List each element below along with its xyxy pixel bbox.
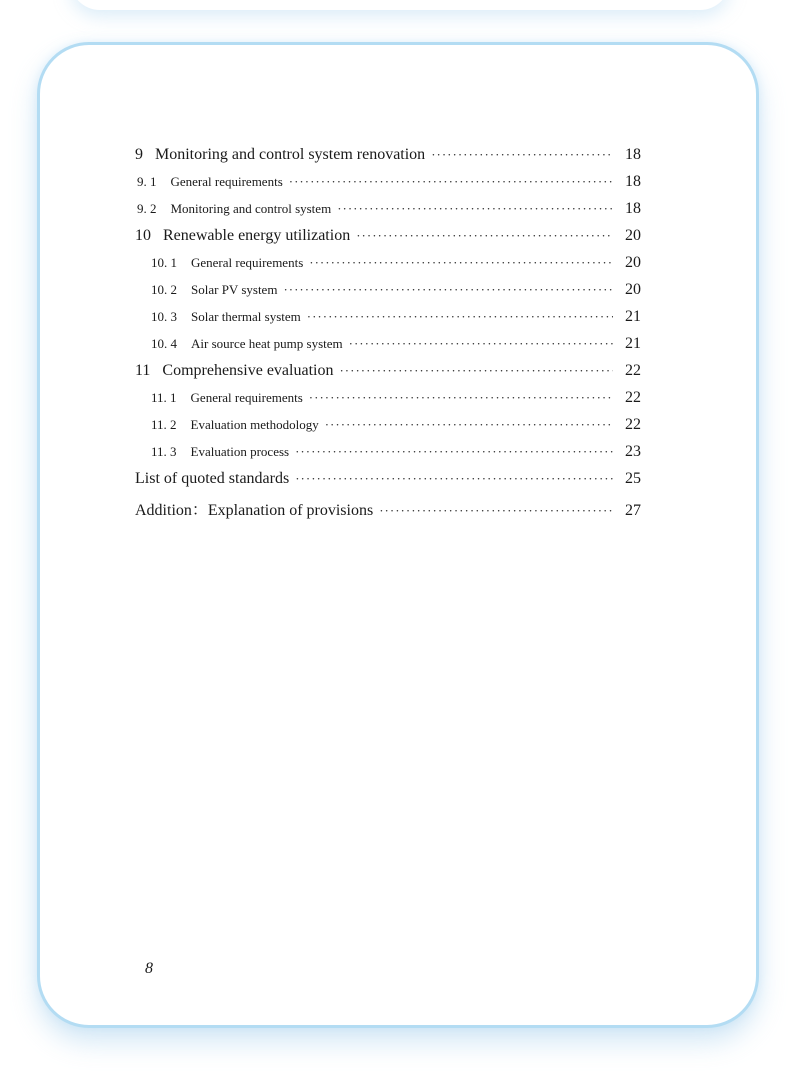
toc-entry-title: Evaluation methodology <box>190 417 319 432</box>
dot-leader <box>289 174 613 190</box>
dot-leader <box>349 336 613 352</box>
toc-entry-section-10-4[interactable] <box>135 335 641 362</box>
dot-leader <box>307 309 613 325</box>
toc-entry-title: List of quoted standards <box>135 470 290 487</box>
page-number: 8 <box>145 960 153 977</box>
toc-entry-section-10-1[interactable] <box>135 254 641 281</box>
toc-entry-number: 9. 2 <box>137 201 157 216</box>
toc-entry-number: 10 <box>135 227 151 244</box>
toc-entry-section-10-3[interactable] <box>135 308 641 335</box>
dot-leader <box>431 147 613 163</box>
toc-entry-section-10-2[interactable] <box>135 281 641 308</box>
toc-entry-title: Solar thermal system <box>191 309 301 324</box>
toc-entry-number: 9. 1 <box>137 174 157 189</box>
toc-entry-page: 18 <box>625 200 641 217</box>
toc-entry-section-9-2[interactable] <box>135 200 641 227</box>
toc-entry-title: Air source heat pump system <box>191 336 343 351</box>
dot-leader <box>295 444 613 460</box>
toc-entry-chapter-10[interactable] <box>135 227 641 254</box>
dot-leader <box>309 390 613 406</box>
toc-entry-page: 20 <box>625 227 641 244</box>
toc-entry-chapter-9[interactable] <box>135 146 641 173</box>
toc-entry-number: 10. 1 <box>151 255 177 270</box>
toc-entry-page: 21 <box>625 308 641 325</box>
toc-entry-title: Addition：Explanation of provisions <box>135 502 374 519</box>
toc-entry-section-11-2[interactable] <box>135 416 641 443</box>
toc-entry-title: Evaluation process <box>190 444 290 459</box>
toc-entry-section-11-1[interactable] <box>135 389 641 416</box>
toc-entry-section-9-1[interactable] <box>135 173 641 200</box>
dot-leader <box>379 503 613 519</box>
toc-entry-title: Renewable energy utilization <box>163 227 351 244</box>
dot-leader <box>356 228 613 244</box>
dot-leader <box>337 201 613 217</box>
toc-entry-page: 18 <box>625 146 641 163</box>
dot-leader <box>339 363 613 379</box>
toc-entry-page: 27 <box>625 502 641 519</box>
toc-entry-explanation-of-provisions[interactable] <box>135 497 641 524</box>
toc-entry-chapter-11[interactable] <box>135 362 641 389</box>
previous-page-edge <box>70 0 730 10</box>
toc-entry-page: 22 <box>625 416 641 433</box>
toc-entry-page: 22 <box>625 362 641 379</box>
toc-entry-number: 9 <box>135 146 143 163</box>
toc-entry-page: 20 <box>625 254 641 271</box>
toc-entry-section-11-3[interactable] <box>135 443 641 470</box>
toc-entry-page: 22 <box>625 389 641 406</box>
table-of-contents <box>135 146 641 524</box>
toc-entry-title: Monitoring and control system renovation <box>155 146 426 163</box>
toc-entry-number: 11. 1 <box>151 390 177 405</box>
dot-leader <box>325 417 613 433</box>
toc-entry-page: 18 <box>625 173 641 190</box>
toc-entry-page: 21 <box>625 335 641 352</box>
dot-leader <box>283 282 613 298</box>
toc-entry-number: 10. 2 <box>151 282 177 297</box>
toc-entry-number: 10. 3 <box>151 309 177 324</box>
toc-entry-title: General requirements <box>170 174 283 189</box>
toc-entry-title: Comprehensive evaluation <box>162 362 334 379</box>
dot-leader <box>309 255 613 271</box>
toc-entry-number: 11. 2 <box>151 417 177 432</box>
toc-entry-quoted-standards[interactable] <box>135 470 641 497</box>
toc-entry-number: 11 <box>135 362 151 379</box>
toc-entry-title: Solar PV system <box>191 282 278 297</box>
toc-entry-title: General requirements <box>191 255 304 270</box>
toc-entry-number: 11. 3 <box>151 444 177 459</box>
toc-entry-title: General requirements <box>190 390 303 405</box>
toc-entry-number: 10. 4 <box>151 336 177 351</box>
toc-entry-page: 23 <box>625 443 641 460</box>
dot-leader <box>295 471 613 487</box>
toc-entry-page: 20 <box>625 281 641 298</box>
toc-entry-title: Monitoring and control system <box>170 201 332 216</box>
toc-entry-page: 25 <box>625 470 641 487</box>
